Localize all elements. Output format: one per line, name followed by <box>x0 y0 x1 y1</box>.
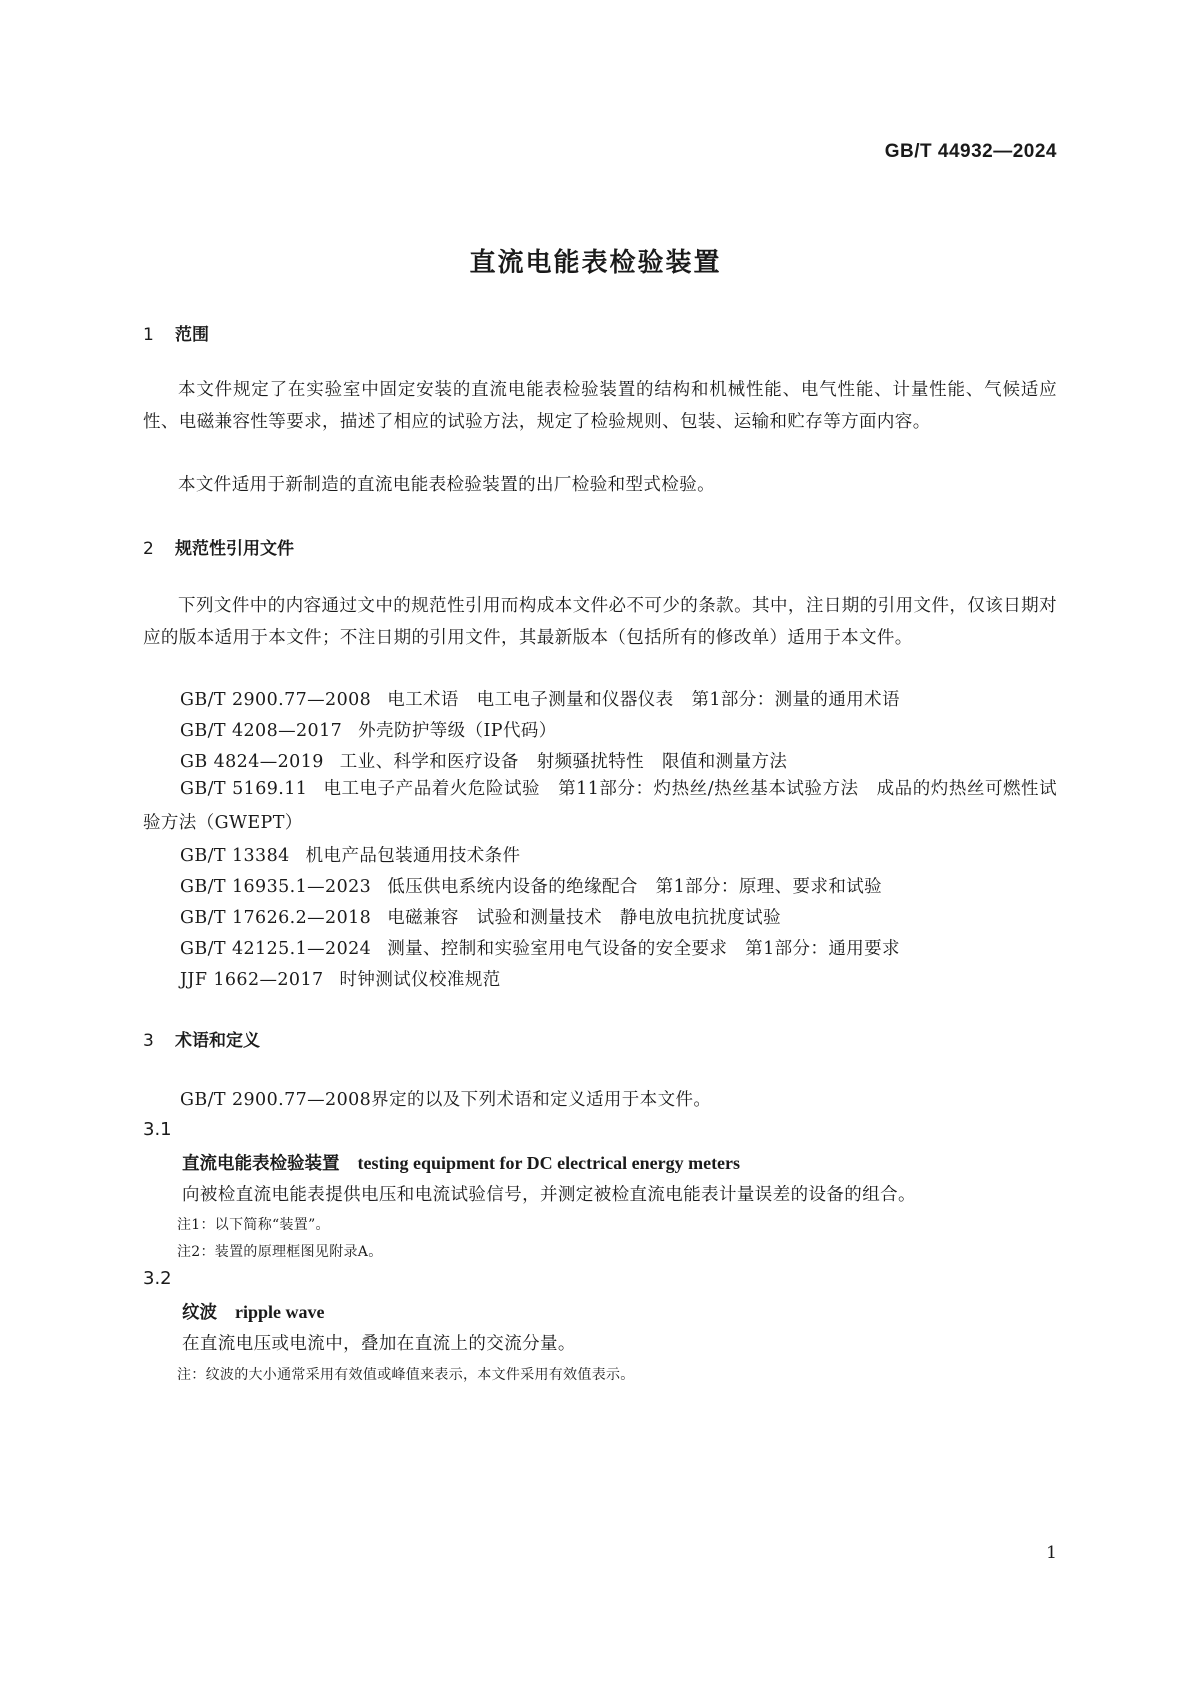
term-entry <box>182 1299 325 1324</box>
term-note: 注：纹波的大小通常采用有效值或峰值来表示，本文件采用有效值表示。 <box>177 1367 635 1383</box>
reference-item <box>143 772 1057 840</box>
term-english: ripple wave <box>235 1302 325 1322</box>
reference-code: JJF 1662—2017 <box>180 970 324 990</box>
term-note: 注2：装置的原理框图见附录A。 <box>177 1244 383 1260</box>
section-title: 术语和定义 <box>175 1031 260 1051</box>
reference-item <box>180 748 787 773</box>
term-chinese: 纹波 <box>182 1303 217 1323</box>
term-definition: 在直流电压或电流中，叠加在直流上的交流分量。 <box>182 1334 576 1354</box>
clause-number: 3.1 <box>143 1119 172 1140</box>
reference-title: 电工术语 电工电子测量和仪器仪表 第1部分：测量的通用术语 <box>387 690 900 710</box>
reference-code: GB/T 2900.77—2008 <box>180 690 372 710</box>
term-definition: 向被检直流电能表提供电压和电流试验信号，并测定被检直流电能表计量误差的设备的组合。 <box>182 1185 916 1205</box>
reference-code: GB/T 5169.11 <box>180 779 308 799</box>
scope-paragraph-2: 本文件适用于新制造的直流电能表检验装置的出厂检验和型式检验。 <box>178 475 715 495</box>
reference-title: 低压供电系统内设备的绝缘配合 第1部分：原理、要求和试验 <box>387 877 883 897</box>
clause-number: 3.2 <box>143 1268 172 1289</box>
reference-item <box>180 904 781 929</box>
reference-item <box>180 686 900 711</box>
reference-title: 外壳防护等级（IP代码） <box>358 721 557 741</box>
page-number: 1 <box>1046 1543 1057 1563</box>
term-english: testing equipment for DC electrical energy meters <box>357 1153 741 1173</box>
term-chinese: 直流电能表检验装置 <box>182 1154 340 1174</box>
reference-item <box>180 842 520 867</box>
reference-code: GB/T 42125.1—2024 <box>180 939 372 959</box>
reference-title: 电磁兼容 试验和测量技术 静电放电抗扰度试验 <box>387 908 781 928</box>
terms-intro: GB/T 2900.77—2008界定的以及下列术语和定义适用于本文件。 <box>180 1090 712 1110</box>
reference-code: GB/T 17626.2—2018 <box>180 908 372 928</box>
section-title: 规范性引用文件 <box>175 539 294 559</box>
normative-intro: 下列文件中的内容通过文中的规范性引用而构成本文件必不可少的条款。其中，注日期的引用文件，仅该日期对应的版本适用于本文件；不注日期的引用文件，其最新版本（包括所有的修改单）适用于本文件。 <box>143 596 1057 648</box>
reference-item <box>180 873 882 898</box>
section-title: 范围 <box>175 325 209 345</box>
reference-item <box>180 966 501 991</box>
term-note: 注1：以下简称“装置”。 <box>177 1217 330 1233</box>
reference-title: 机电产品包装通用技术条件 <box>305 846 521 866</box>
term-entry <box>182 1150 740 1175</box>
reference-code: GB 4824—2019 <box>180 752 324 772</box>
reference-code: GB/T 13384 <box>180 846 290 866</box>
reference-title: 测量、控制和实验室用电气设备的安全要求 第1部分：通用要求 <box>387 939 900 959</box>
document-title: 直流电能表检验装置 <box>469 248 722 278</box>
reference-title: 时钟测试仪校准规范 <box>339 970 501 990</box>
section-3-heading <box>143 1026 260 1051</box>
scope-paragraph-1: 本文件规定了在实验室中固定安装的直流电能表检验装置的结构和机械性能、电气性能、计量性能、气候适应性、电磁兼容性等要求，描述了相应的试验方法，规定了检验规则、包装、运输和贮存等方面内容。 <box>143 380 1057 432</box>
section-2-heading <box>143 534 294 559</box>
reference-title: 工业、科学和医疗设备 射频骚扰特性 限值和测量方法 <box>339 752 788 772</box>
section-1-heading <box>143 320 209 345</box>
reference-code: GB/T 16935.1—2023 <box>180 877 372 897</box>
reference-code: GB/T 4208—2017 <box>180 721 343 741</box>
section-number: 1 <box>143 325 154 345</box>
section-number: 2 <box>143 539 154 559</box>
reference-item <box>180 935 900 960</box>
standard-number: GB/T 44932—2024 <box>884 141 1057 162</box>
section-number: 3 <box>143 1031 154 1051</box>
reference-title: 电工电子产品着火危险试验 第11部分：灼热丝/热丝基本试验方法 成品的灼热丝可燃性试验方法（GWEPT） <box>143 779 1057 833</box>
reference-item <box>180 717 557 742</box>
